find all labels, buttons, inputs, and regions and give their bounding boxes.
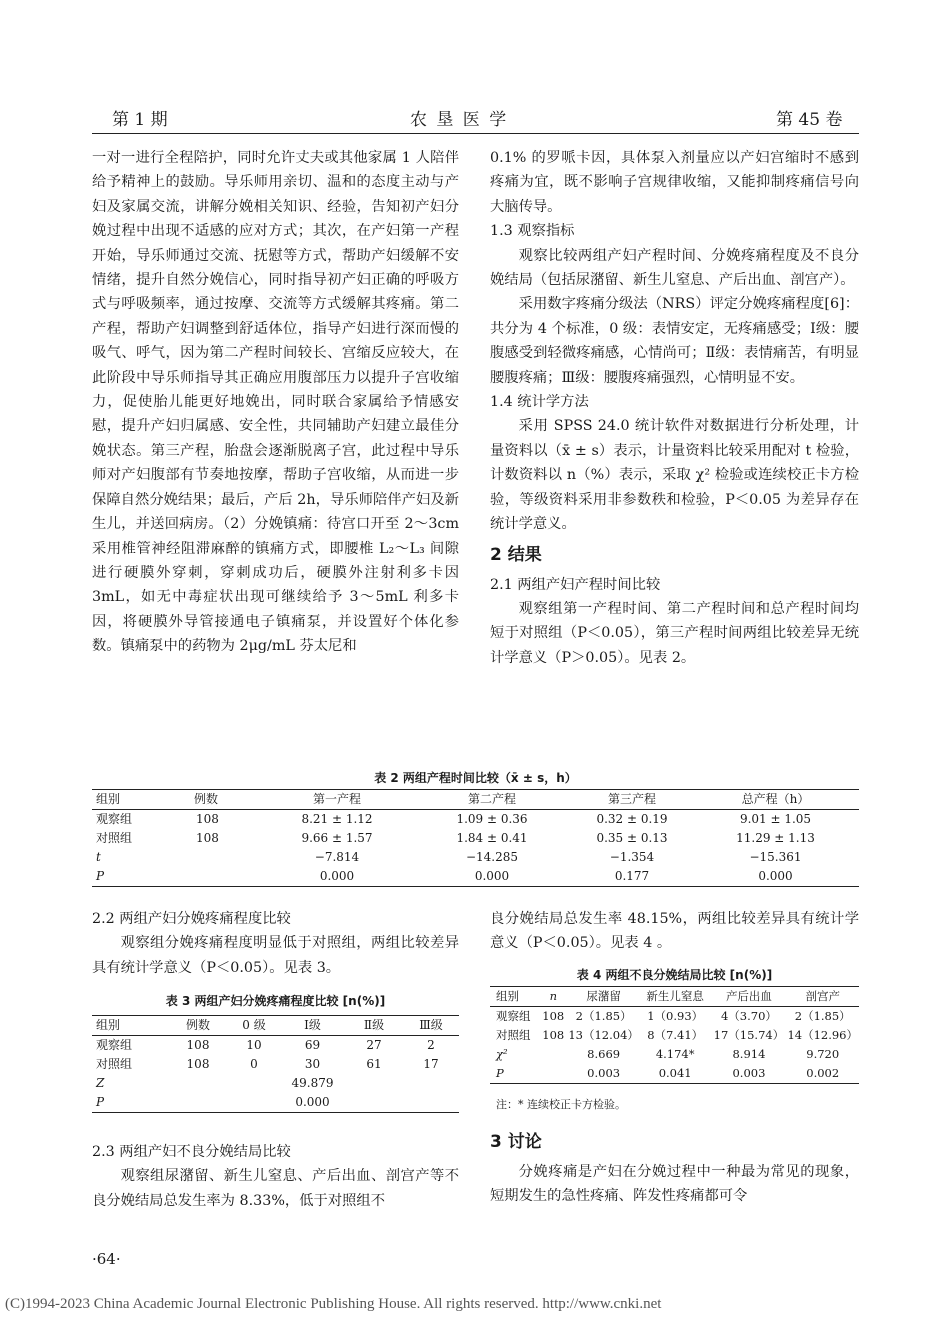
result-2-3-paragraph-cont: 良分娩结局总发生率 48.15%，两组比较差异具有统计学意义（P＜0.05）。见表 4 。 bbox=[490, 911, 859, 952]
table3-header-row bbox=[92, 1016, 459, 1036]
copyright-footer: (C)1994-2023 China Academic Journal Electronic Publishing House. All rights reserved. http://www.cnki.net bbox=[5, 1296, 662, 1312]
table-cell: 1（0.93） bbox=[647, 1009, 704, 1023]
table-cell: −15.361 bbox=[749, 850, 802, 864]
discussion-paragraph: 分娩疼痛是产妇在分娩过程中一种最为常见的现象，短期发生的急性疼痛、阵发性疼痛都可令 bbox=[490, 1164, 859, 1205]
section-1-4-title: 1.4 统计学方法 bbox=[490, 394, 589, 411]
result-2-3-paragraph: 观察组尿潴留、新生儿窒息、产后出血、剖宫产等不良分娩结局总发生率为 8.33%，低于对照组不 bbox=[92, 1168, 459, 1209]
table-cell: 0.32 ± 0.19 bbox=[596, 812, 668, 826]
table-cell: 1.09 ± 0.36 bbox=[456, 812, 528, 826]
table2-header: 组别 bbox=[96, 792, 121, 806]
table4-note: 注：* 连续校正卡方检验。 bbox=[496, 1098, 626, 1111]
table-row bbox=[92, 1093, 459, 1113]
table-cell: 13（12.04） bbox=[568, 1028, 639, 1042]
table-cell: 8.669 bbox=[587, 1047, 621, 1061]
table-cell: 27 bbox=[366, 1038, 382, 1052]
table3-header: Ⅱ级 bbox=[363, 1018, 385, 1032]
table3-header: 组别 bbox=[96, 1018, 121, 1032]
table-cell: 108 bbox=[542, 1009, 565, 1023]
table-cell: Z bbox=[96, 1076, 105, 1090]
section-2-heading: 2 结果 bbox=[490, 544, 542, 565]
journal-title: 农 垦 医 学 bbox=[410, 110, 509, 130]
table4-header: n bbox=[549, 989, 557, 1003]
table-cell: 观察组 bbox=[96, 812, 133, 826]
table-cell: 8.914 bbox=[732, 1047, 766, 1061]
table-row bbox=[92, 848, 859, 867]
table3 bbox=[92, 1015, 459, 1113]
table3-header: 0 级 bbox=[242, 1018, 266, 1032]
table-cell: 0.000 bbox=[295, 1095, 330, 1109]
method-paragraph-cont: 0.1% 的罗哌卡因，具体泵入剂量应以产妇宫缩时不感到疼痛为宜，既不影响子宫规律收缩，又能抑制疼痛信号向大脑传导。 bbox=[490, 150, 859, 215]
left-column-bottom bbox=[92, 907, 459, 980]
volume-number: 第 45 卷 bbox=[776, 110, 843, 130]
table2 bbox=[92, 789, 859, 887]
table-cell: t bbox=[96, 850, 101, 864]
table2-header: 第三产程 bbox=[607, 792, 656, 806]
table-cell: P bbox=[496, 1066, 504, 1080]
table2-header: 第一产程 bbox=[312, 792, 361, 806]
method-paragraph: 一对一进行全程陪护，同时允许丈夫或其他家属 1 人陪伴给予精神上的鼓励。导乐师用亲切、温和的态度主动与产妇及家属交流，讲解分娩相关知识、经验，告知初产妇分娩过程中出现不适感的应对方式；其次，在产妇第一产程开始，导乐师通过交流、抚慰等方式，帮助产妇缓解不安情绪，提升自然分娩信心，同时指导初产妇正确的呼吸方式与呼吸频率，通过按摩、交流等方式缓解其疼痛。第二产程，帮助产妇调整到舒适体位，指导产妇进行深而慢的吸气、呼气，因为第二产程时间较长、宫缩反应较大，在此阶段中导乐师指导其正确应用腹部压力以提升子宫收缩力，促使胎儿能更好地娩出，同时联合家属给予情感安慰，提升产妇归属感、安全性，共同辅助产妇建立最佳分娩状态。第三产程，胎盘会逐渐脱离子宫，此过程中导乐师对产妇腹部有节奏地按摩，帮助子宫收缩，从而进一步保障自然分娩结果；最后，产后 2h，导乐师陪伴产妇及新生儿，并送回病房。（2）分娩镇痛：待宫口开至 2～3cm 采用椎管神经阻滞麻醉的镇痛方式，即腰椎 L₂～L₃ 间隙进行硬膜外穿刺，穿刺成功后，硬膜外注射利多卡因 3mL，如无中毒症状出现可继续给予 3～5mL 利多卡因，将硬膜外导管接通电子镇痛泵，并设置好个体化参数。镇痛泵中的药物为 2μg/mL 芬太尼和 bbox=[92, 150, 459, 655]
table-cell: 对照组 bbox=[96, 831, 133, 845]
page-number: ·64· bbox=[92, 1250, 121, 1268]
table-cell: 4（3.70） bbox=[720, 1009, 777, 1023]
table-cell: 0.35 ± 0.13 bbox=[596, 831, 668, 845]
right-column-discussion bbox=[490, 1124, 859, 1209]
table-cell: 108 bbox=[186, 1057, 210, 1071]
left-column-top bbox=[92, 146, 459, 659]
table-cell: 69 bbox=[304, 1038, 321, 1052]
table-cell: 30 bbox=[304, 1057, 321, 1071]
table-cell: −7.814 bbox=[314, 850, 360, 864]
table-cell: 49.879 bbox=[291, 1076, 334, 1090]
table-cell bbox=[172, 867, 262, 887]
table-cell: −1.354 bbox=[609, 850, 655, 864]
result-2-1-paragraph: 观察组第一产程时间、第二产程时间和总产程时间均短于对照组（P＜0.05），第三产程时间两组比较差异无统计学意义（P＞0.05）。见表 2。 bbox=[490, 600, 859, 666]
table-cell: 观察组 bbox=[96, 1038, 133, 1052]
table-cell: 0.000 bbox=[474, 869, 510, 883]
header-rule bbox=[92, 133, 859, 134]
table2-header: 第二产程 bbox=[467, 792, 516, 806]
table-row bbox=[92, 1036, 459, 1056]
table-row bbox=[490, 1064, 859, 1084]
table-cell: 61 bbox=[366, 1057, 382, 1071]
table-cell: 0.000 bbox=[758, 869, 793, 883]
table4-header: 新生儿窒息 bbox=[646, 989, 704, 1003]
table-cell: 14（12.96） bbox=[787, 1028, 858, 1042]
right-column-top bbox=[490, 146, 859, 670]
left-column-bottom-2 bbox=[92, 1140, 459, 1213]
nrs-paragraph: 采用数字疼痛分级法（NRS）评定分娩疼痛程度[6]：共分为 4 个标准，0 级：表情安定，无疼痛感受；Ⅰ级：腰腹感受到轻微疼痛感，心情尚可；Ⅱ级：表情痛苦，有明显腰腹疼痛；Ⅲ级：腰腹疼痛强烈，心情明显不安。 bbox=[490, 296, 859, 386]
table4-header: 剖宫产 bbox=[805, 989, 840, 1003]
table4-header-row bbox=[490, 987, 859, 1007]
table2-header: 例数 bbox=[194, 792, 219, 806]
table-cell: 108 bbox=[196, 812, 219, 826]
table-cell: 11.29 ± 1.13 bbox=[736, 831, 815, 845]
table-cell: 17 bbox=[423, 1057, 439, 1071]
table-cell: 108 bbox=[196, 831, 219, 845]
table-cell: 0.041 bbox=[658, 1066, 692, 1080]
table-cell bbox=[172, 848, 262, 867]
table-cell: 0.003 bbox=[587, 1066, 621, 1080]
statistics-paragraph: 采用 SPSS 24.0 统计软件对数据进行分析处理，计量资料以（x̄ ± s）表示，计量资料比较采用配对 t 检验，计数资料以 n（%）表示，采取 χ² 检验或连续校正卡方检验，等级资料采用非参数秩和检验，P＜0.05 为差异存在统计学意义。 bbox=[490, 418, 859, 533]
table-cell bbox=[538, 1045, 568, 1064]
table-row bbox=[92, 867, 859, 887]
table-cell: P bbox=[96, 1095, 105, 1109]
table-row bbox=[490, 1007, 859, 1027]
table4-header: 组别 bbox=[496, 989, 519, 1003]
table3-caption: 表 3 两组产妇分娩疼痛程度比较 [n(%)] bbox=[165, 994, 386, 1008]
table-row bbox=[490, 1045, 859, 1064]
table-cell: 17（15.74） bbox=[713, 1028, 785, 1042]
table-cell: 0.003 bbox=[732, 1066, 766, 1080]
table-cell: 108 bbox=[542, 1028, 565, 1042]
table3-header: Ⅲ级 bbox=[419, 1018, 443, 1032]
observation-paragraph: 观察比较两组产妇产程时间、分娩疼痛程度及不良分娩结局（包括尿潴留、新生儿窒息、产后出血、剖宫产）。 bbox=[490, 247, 859, 289]
table-cell: 9.01 ± 1.05 bbox=[739, 812, 812, 826]
issue-number: 第 1 期 bbox=[112, 110, 168, 130]
right-column-bottom bbox=[490, 907, 859, 956]
table3-header: Ⅰ级 bbox=[304, 1018, 321, 1032]
table-cell: 8（7.41） bbox=[647, 1028, 704, 1042]
table-cell: 9.720 bbox=[806, 1047, 840, 1061]
table-cell: 观察组 bbox=[496, 1009, 531, 1023]
table4-header: 产后出血 bbox=[725, 989, 772, 1003]
table4-header: 尿潴留 bbox=[586, 989, 621, 1003]
table-row bbox=[92, 829, 859, 848]
table-row bbox=[92, 1055, 459, 1074]
table-cell: 9.66 ± 1.57 bbox=[301, 831, 373, 845]
table4 bbox=[490, 986, 859, 1084]
table-cell: 10 bbox=[246, 1038, 262, 1052]
section-1-3-title: 1.3 观察指标 bbox=[490, 223, 575, 240]
section-2-3-title: 2.3 两组产妇不良分娩结局比较 bbox=[92, 1144, 291, 1160]
table-cell: P bbox=[96, 869, 105, 883]
section-2-2-title: 2.2 两组产妇分娩疼痛程度比较 bbox=[92, 911, 291, 927]
table-cell: 0.002 bbox=[806, 1066, 840, 1080]
table-cell: 0 bbox=[250, 1057, 258, 1071]
table-cell: 0.177 bbox=[614, 869, 650, 883]
table-cell: 2（1.85） bbox=[794, 1009, 851, 1023]
table-cell: 对照组 bbox=[496, 1028, 531, 1042]
table-cell bbox=[538, 1064, 568, 1084]
table-cell: χ² bbox=[496, 1047, 508, 1061]
table-cell: −14.285 bbox=[465, 850, 519, 864]
table-cell: 0.000 bbox=[319, 869, 355, 883]
table-cell: 1.84 ± 0.41 bbox=[456, 831, 528, 845]
table-cell: 2 bbox=[427, 1038, 435, 1052]
section-2-1-title: 2.1 两组产妇产程时间比较 bbox=[490, 576, 661, 593]
table2-caption: 表 2 两组产程时间比较（x̄ ± s，h） bbox=[374, 771, 577, 785]
table4-caption: 表 4 两组不良分娩结局比较 [n(%)] bbox=[576, 968, 773, 982]
result-2-2-paragraph: 观察组分娩疼痛程度明显低于对照组，两组比较差异具有统计学意义（P＜0.05）。见表 3。 bbox=[92, 935, 459, 976]
table2-header-row bbox=[92, 790, 859, 810]
table-row bbox=[92, 1074, 459, 1093]
table-cell: 对照组 bbox=[96, 1057, 133, 1071]
table-cell: 108 bbox=[186, 1038, 210, 1052]
table-cell: 4.174* bbox=[655, 1047, 695, 1061]
table-cell: 2（1.85） bbox=[575, 1009, 632, 1023]
table2-header: 总产程（h） bbox=[741, 792, 810, 806]
table-cell: 8.21 ± 1.12 bbox=[301, 812, 373, 826]
table-row bbox=[490, 1026, 859, 1045]
table3-header: 例数 bbox=[185, 1018, 210, 1032]
section-3-heading: 3 讨论 bbox=[490, 1132, 542, 1152]
table-row bbox=[92, 810, 859, 830]
